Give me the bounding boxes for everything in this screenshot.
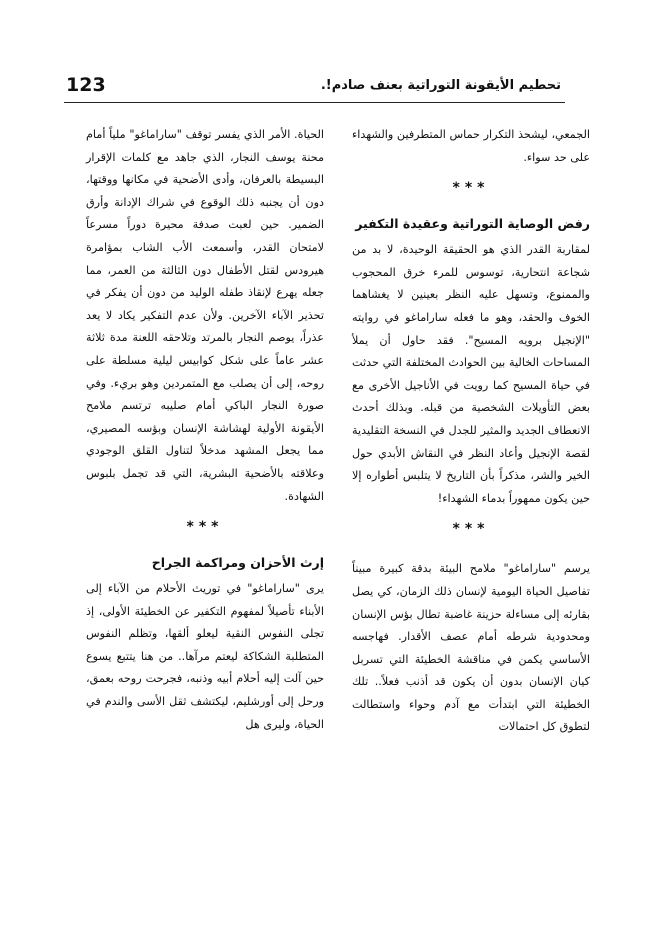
section-heading: إرث الأحزان ومراكمة الجراح	[151, 555, 324, 571]
page-number: 123	[66, 74, 106, 96]
left-text-column	[86, 124, 324, 914]
paragraph: يرى "ساراماغو" في توريث الأحلام من الآباء إلى الأبناء تأصيلاً لمفهوم التكفير عن الخطيئة الأولى، إذ تجلى النفوس النقية ليعلو ألقها، وتظلم النفوس المتطلبة الشكاكة ليعتم مرآها.. من هنا يتتبع يسوع حين آلت إليه أحلام أبيه وذنبه، فجرحت روحه بعمق، ورحل إلى أورشليم، ليكتشف ثقل الأسى والندم في الحياة، وليرى هل	[86, 582, 324, 731]
right-text-column	[352, 124, 590, 914]
section-separator: ***	[452, 521, 490, 538]
section-separator: ***	[186, 519, 224, 536]
paragraph: الجمعي، ليشحذ التكرار حماس المتطرفين والشهداء على حد سواء.	[352, 128, 590, 164]
paragraph: يرسم "ساراماغو" ملامح البيئة بدقة كبيرة مبيناً تفاصيل الحياة اليومية لإنسان ذلك الزمان، كي يصل بقارئه إلى مساءلة حزينة غاضبة تطال بؤس الإنسان ومحدودية شرطه أمام عصف الأقدار. فهاجسه الأساسي يكمن في مناقشة الخطيئة التي تسربل كيان الإنسان بدون أن يكون قد أذنب فعلاً.. تلك الخطيئة التي ابتدأت مع آدم وحواء واستطالت لتطوق كل احتمالات	[352, 562, 590, 734]
section-separator: ***	[452, 180, 490, 197]
paragraph: لمقاربة القدر الذي هو الحقيقة الوحيدة، لا بد من شجاعة انتحارية، توسوس للمرء خرق المحجوب والممنوع، وتسهل عليه النظر بعينين لا يغشاهما الخوف والحقد، وهو ما فعله ساراماغو في روايته "الإنجيل برويه المسيح". فقد حاول أن يملأ المساحات الخالية بين الحوادث المختلفة التي حدثت في حياة المسيح كما رويت في الأناجيل الأخرى مع بعض التأويلات الشخصية من قبله. وبذلك أحدث الانعطاف الجديد والمثير للجدل في النسخة التقليدية لقصة الإنجيل وأعاد النظر في النقاش الأبدي حول الخير والشر، مذكراً بأن التاريخ لا يتلبس أطواره إلا حين يكون ممهوراً بدماء الشهداء!	[352, 243, 590, 505]
paragraph: الحياة. الأمر الذي يفسر توقف "ساراماغو" ملياً أمام محنة يوسف النجار، الذي جاهد مع كلمات الإقرار البسيطة بالعرفان، وأدى الأضحية في مكانها ووقتها، دون أن يجنبه ذلك الوقوع في شراك الإدانة وأرق الضمير. حين لعبت صدفة محيرة دوراً مسرعاً لامتحان القدر، وأسمعت الأب الشاب بمؤامرة هيرودس لقتل الأطفال دون الثالثة من العمر، مما جعله يهرع لإنقاذ طفله الوليد من دون أن يفكر في تحذير الآباء الآخرين. ولأن عدم التفكير يكاد لا يعد عذراً، يوصم النجار بالمرتد وتلاحقه اللعنة مدة ثلاثة عشر عاماً على شكل كوابيس ليلية مسلطة على روحه، إلى أن يصلب مع المتمردين وهو بريء. وفي صورة النجار الباكي أمام صليبه ترتسم ملامح الأيقونة الأولية لهشاشة الإنسان وبؤسه المصيري، مما يجعل المشهد مدخلاً لتناول القلق الوجودي وعلاقته بالأضحية البشرية، التي قد تجمل بلبوس الشهادة.	[86, 128, 324, 503]
section-heading: رفض الوصاية التوراتية وعقيدة التكفير	[355, 216, 590, 232]
running-title: تحطيم الأيقونة التوراتية بعنف صادم!.	[320, 78, 561, 93]
header-divider	[64, 102, 565, 103]
